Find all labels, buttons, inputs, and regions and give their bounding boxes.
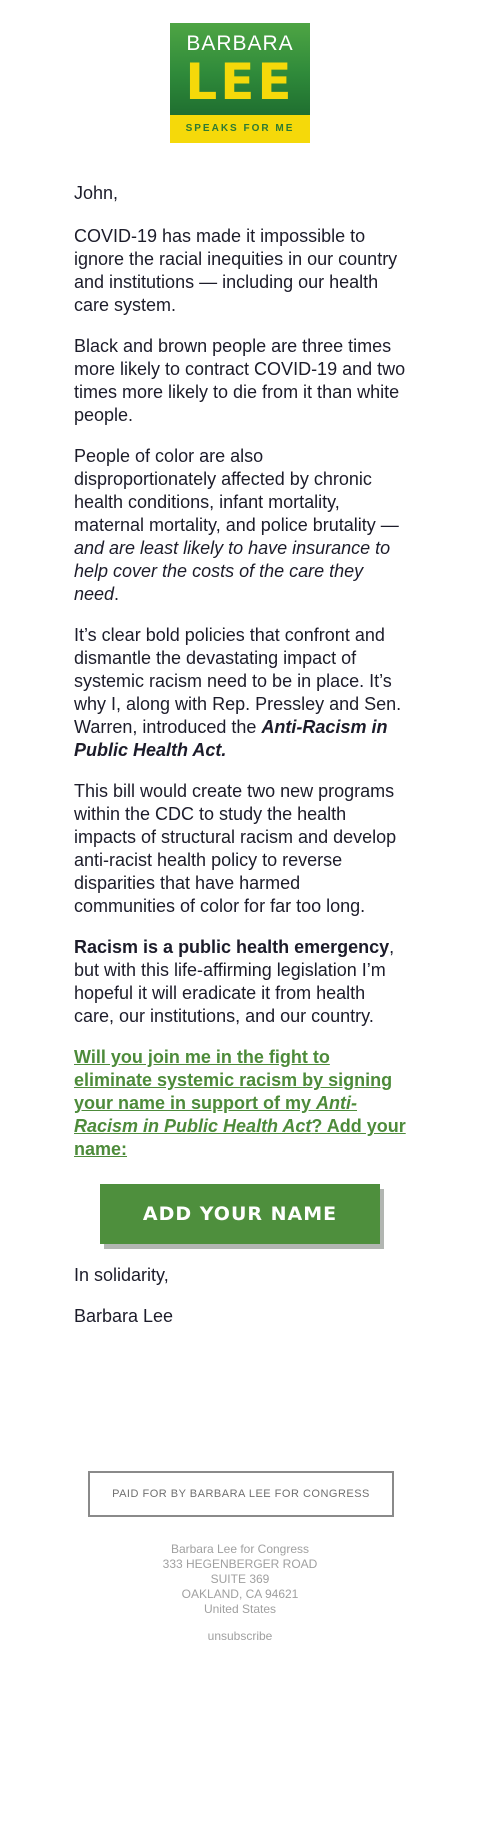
paragraph-disparities	[74, 445, 406, 606]
footer-country: United States	[203, 1602, 277, 1616]
logo-tagline: SPEAKS FOR ME	[185, 123, 295, 134]
unsubscribe-link[interactable]: unsubscribe	[207, 1629, 273, 1643]
email-body	[74, 182, 406, 1244]
paragraph-disparities-text: People of color are also disproportionately affected by chronic health conditions, infant mortality, maternal mortality, and police brutality —	[74, 446, 399, 535]
footer-street: 333 HEGENBERGER ROAD	[162, 1557, 318, 1571]
closing: In solidarity,	[74, 1265, 169, 1285]
logo-tagline-bar	[170, 115, 310, 143]
signature: Barbara Lee	[74, 1306, 174, 1326]
logo-green-block	[170, 23, 310, 115]
paragraph-emergency-text: , but with this life-affirming legislation I’m hopeful it will eradicate it from health care, our institutions, and our country.	[74, 937, 395, 1026]
ask-link-act[interactable]: Anti-Racism in Public Health Act	[74, 1093, 358, 1136]
footer-suite: SUITE 369	[210, 1572, 270, 1586]
act-name: Anti-Racism in Public Health Act.	[74, 717, 388, 760]
paid-for-text: PAID FOR BY BARBARA LEE FOR CONGRESS	[112, 1488, 370, 1500]
paragraph-policy	[74, 624, 406, 762]
paragraph-disparities-emphasis: and are least likely to have insurance to help cover the costs of the care they need	[74, 538, 391, 604]
footer-address	[0, 1542, 480, 1617]
paragraph-statistics: Black and brown people are three times more likely to contract COVID-19 and two times more likely to die from it than white people.	[74, 336, 406, 425]
logo-last-name: LEE	[185, 53, 295, 111]
ask-link-end[interactable]: ? Add your name:	[74, 1116, 406, 1159]
footer-city: OAKLAND, CA 94621	[181, 1587, 299, 1601]
paragraph-bill: This bill would create two new programs within the CDC to study the health impacts of structural racism and develop anti-racist health policy to reverse disparities that have harmed communities of color for far too long.	[74, 781, 397, 916]
ask-link[interactable]	[74, 1046, 406, 1161]
greeting: John,	[74, 183, 119, 203]
paragraph-disparities-end: .	[114, 584, 120, 604]
paragraph-policy-text: It’s clear bold policies that confront and dismantle the devastating impact of systemic racism need to be in place. It’s why I, along with Rep. Pressley and Sen. Warren, introduced the	[74, 625, 402, 737]
barbara-lee-logo	[170, 23, 310, 143]
signoff	[74, 1264, 406, 1346]
footer-org: Barbara Lee for Congress	[170, 1542, 310, 1556]
emergency-statement: Racism is a public health emergency	[74, 937, 390, 957]
paragraph-covid: COVID-19 has made it impossible to ignore the racial inequities in our country and institutions — including our health care system.	[74, 226, 398, 315]
cta-container	[100, 1184, 380, 1244]
paragraph-emergency	[74, 936, 406, 1028]
add-your-name-button[interactable]: ADD YOUR NAME	[100, 1184, 380, 1244]
paid-for-disclaimer	[88, 1471, 394, 1517]
ask-link-text[interactable]: Will you join me in the fight to eliminate systemic racism by signing your name in support of my	[74, 1047, 393, 1113]
logo-first-name: BARBARA	[186, 32, 294, 55]
